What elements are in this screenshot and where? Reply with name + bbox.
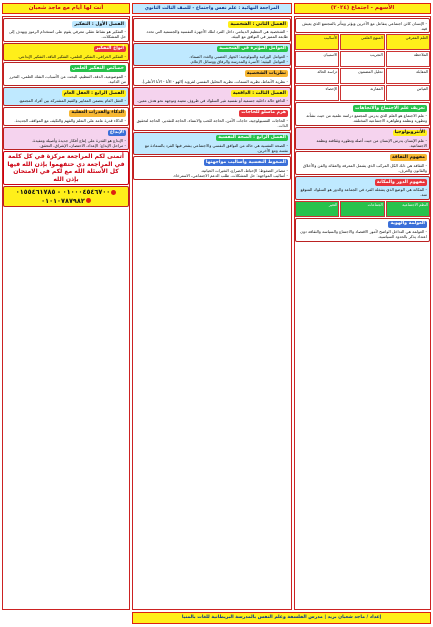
table-cell: الاستبيان	[295, 51, 339, 67]
table-cell: الإحصاء	[295, 85, 339, 101]
table-header: التغير	[295, 201, 339, 217]
topic-heading: الفصل الرابع : الصحة النفسية	[218, 135, 286, 141]
section-heading: الأنثروبولوجيا	[394, 130, 425, 136]
section-heading: مفهوم الدور والمكانة	[376, 179, 425, 185]
table-header: المنهج العلمي	[340, 34, 384, 50]
footer-credit: إعداد / ماجد شعبان بريد | مدرس الفلسفة وعلم النفس بالمدرسة البريطانية للغات بالمنيا	[132, 612, 431, 624]
topic-box	[133, 107, 291, 131]
topic-heading: نظريات الشخصية	[246, 70, 286, 76]
topic-box	[3, 18, 129, 42]
topic-heading: الضغوط النفسية وأساليب مواجهتها	[205, 159, 286, 165]
table-cell: التجريب	[340, 51, 384, 67]
topic-box	[133, 132, 291, 156]
topic-text: - الإبداع هو القدرة على إنتاج أفكار جديدة وأصيلة ومفيدة. - مراحل الإبداع: الإعداد، الاحتضان، الإشراق، التحقق.	[31, 137, 126, 148]
section-box	[295, 127, 430, 151]
table-header: الأساليب	[295, 34, 339, 50]
left-banner: أنت لها أيام مع ماجد شعبان	[2, 3, 130, 14]
whatsapp-icon	[86, 198, 91, 203]
table-header: النظم الاجتماعية	[386, 201, 430, 217]
center-title: المراجعة النهائية : علم نفس واجتماع - للصف الثالث الثانوي	[132, 3, 292, 14]
center-column	[132, 16, 292, 610]
table-cell: القياس	[386, 85, 430, 101]
section-heading: مفهوم الثقافة	[391, 154, 425, 160]
topic-box	[3, 62, 129, 86]
topic-box	[3, 87, 129, 106]
topic-heading: هرم ماسلو للحاجات	[241, 110, 286, 116]
table-cell: دراسة الحالة	[295, 68, 339, 84]
topic-text: - الذكاء قدرة عامة على التعلم والفهم والتكيف مع المواقف الجديدة.	[14, 118, 126, 124]
topic-heading: الإبداع	[109, 130, 124, 136]
topic-box	[3, 127, 129, 151]
topic-heading: الذكاء والقدرات العقلية	[71, 110, 124, 116]
topic-box	[133, 67, 291, 86]
topic-box	[3, 43, 129, 62]
topic-heading: الفصل الرابع : العقل العام	[63, 90, 124, 96]
section-heading: تعريف علم الاجتماع والاتجاهات	[354, 105, 425, 111]
topic-box	[133, 18, 291, 42]
topic-text: - الحاجات الفسيولوجية، حاجات الأمن، الحاجة للحب والانتماء، الحاجة للتقدير، الحاجة لتحقيق الذات.	[136, 118, 288, 129]
section-text: - المكانة هي الوضع الذي يشغله الفرد في الجماعة والدور هو السلوك المتوقع منه.	[300, 187, 427, 198]
table-cell: الملاحظة	[386, 51, 430, 67]
section-box	[295, 218, 430, 242]
topic-text: - التفكير هو نشاط عقلي معرفي يقوم على استخدام الرموز ويهدف إلى حل المشكلات.	[8, 29, 126, 40]
section-text: - الثقافة هي ذلك الكل المركب الذي يشمل المعرفة والعقائد والفن والأخلاق والقانون والعرف.	[302, 162, 427, 173]
closing-box	[3, 151, 129, 185]
right-column	[294, 16, 431, 610]
topic-box	[133, 156, 291, 180]
topic-heading: خصائص التفكير العلمي	[71, 65, 124, 71]
topic-heading: أنواع التفكير	[95, 46, 124, 52]
topic-text: - العوامل الوراثية والبيولوجية: الجهاز العصبي والغدد الصماء. - العوامل البيئية: الأسرة والمدرسة والرفاق ووسائل الإعلام.	[189, 53, 288, 64]
section-heading: العولمة والهوية	[390, 221, 425, 227]
section-box	[295, 176, 430, 200]
topic-text: - الصحة النفسية هي حالة من التوافق النفسي والاجتماعي يشعر فيها الفرد بالسعادة مع نفسه ومع الآخرين.	[144, 142, 288, 153]
section-box	[295, 102, 430, 126]
closing-message: أتمنى لكم المراجعة مركزة في كل كلمة في المراجعة دي حتفهموا بإذن الله فيها كل الأسئلة الله مع لكم في الامتحان بإذن الله	[7, 153, 125, 183]
section-text: - العولمة هي التداخل الواضح لأمور الاقتصاد والاجتماع والسياسة والثقافة دون اعتداد يذكر بالحدود السياسية.	[300, 229, 427, 240]
table-cell: تحليل المضمون	[340, 68, 384, 84]
topic-text: - الشخصية هي التنظيم الدينامي داخل الفرد لتلك الأجهزة النفسية والجسمية التي تحدد طابعه المميز في التوافق مع البيئة.	[146, 29, 288, 40]
right-title: الأسهم - اجتماع (٢٠٢٤)	[294, 3, 431, 14]
section-text: - علم الإنسان يدرس الإنسان من حيث أصله وتطوره وثقافته ونظمه الاجتماعية.	[316, 137, 427, 148]
contact-box	[3, 186, 129, 206]
table-cell: المقارنة	[340, 85, 384, 101]
topic-text: - التفكير الخرافي، التفكير العلمي، التفكير الناقد، التفكير الإبداعي.	[17, 53, 126, 59]
table-header: العلم المعرفي	[386, 34, 430, 50]
section-box	[295, 151, 430, 175]
intro-box	[295, 18, 430, 33]
topic-text: - نظرية الأنماط، نظرية السمات، نظرية التحليل النفسي لفرويد (الهو - الأنا - الأنا الأعلى).	[141, 78, 288, 84]
topic-text: - الموضوعية، الدقة، التنظيم، البحث عن الأسباب، الشك العلمي، التحرر من الذاتية.	[9, 73, 126, 84]
topic-box	[133, 43, 291, 67]
phone-number	[6, 188, 126, 196]
topic-text: - العقل العام يتضمن المعايير والقيم المشتركة بين أفراد المجتمع.	[18, 98, 126, 104]
topic-text: - الدافع حالة داخلية جسمية أو نفسية تثير السلوك في ظروف معينة وتوجهه نحو هدف معين.	[137, 98, 288, 104]
intro-text: - الإنسان كائن اجتماعي يتفاعل مع الآخرين ويؤثر ويتأثر بالمجتمع الذي يعيش فيه.	[302, 20, 427, 31]
phone-text: ٠١٠١٠٧٨٧٩٨٢	[41, 196, 85, 205]
topic-heading: العوامل المؤثرة في الشخصية	[219, 46, 286, 52]
phone-number	[6, 197, 126, 205]
topic-heading: الفصل الأول : التفكير	[74, 21, 124, 27]
table-header: الجماعات	[340, 201, 384, 217]
topic-text: - مصادر الضغوط: الإحباط، الصراع، التغيرات الحياتية. - أساليب المواجهة: حل المشكلات، طلب الدعم الاجتماعي، الاسترخاء.	[172, 167, 288, 178]
topic-heading: الفصل الثالث : الدافعية	[232, 90, 286, 96]
table-cell: المقابلة	[386, 68, 430, 84]
topic-box	[3, 107, 129, 126]
left-column	[2, 16, 130, 610]
phone-icon	[111, 190, 116, 195]
topic-heading: الفصل الثاني : الشخصية	[230, 21, 286, 27]
section-text: - علم الاجتماع هو العلم الذي يدرس المجتمع دراسة علمية من حيث نشأته وتطوره ونظمه وظواهره الاجتماعية المختلفة.	[306, 113, 427, 124]
phone-text: ٠١٠٠٠٤٥٤٦٧٠٠ - ٠١٥٥٤٦١٧٨٥	[15, 188, 111, 197]
systems-table	[295, 201, 430, 217]
methods-table	[295, 34, 430, 101]
topic-box	[133, 87, 291, 106]
